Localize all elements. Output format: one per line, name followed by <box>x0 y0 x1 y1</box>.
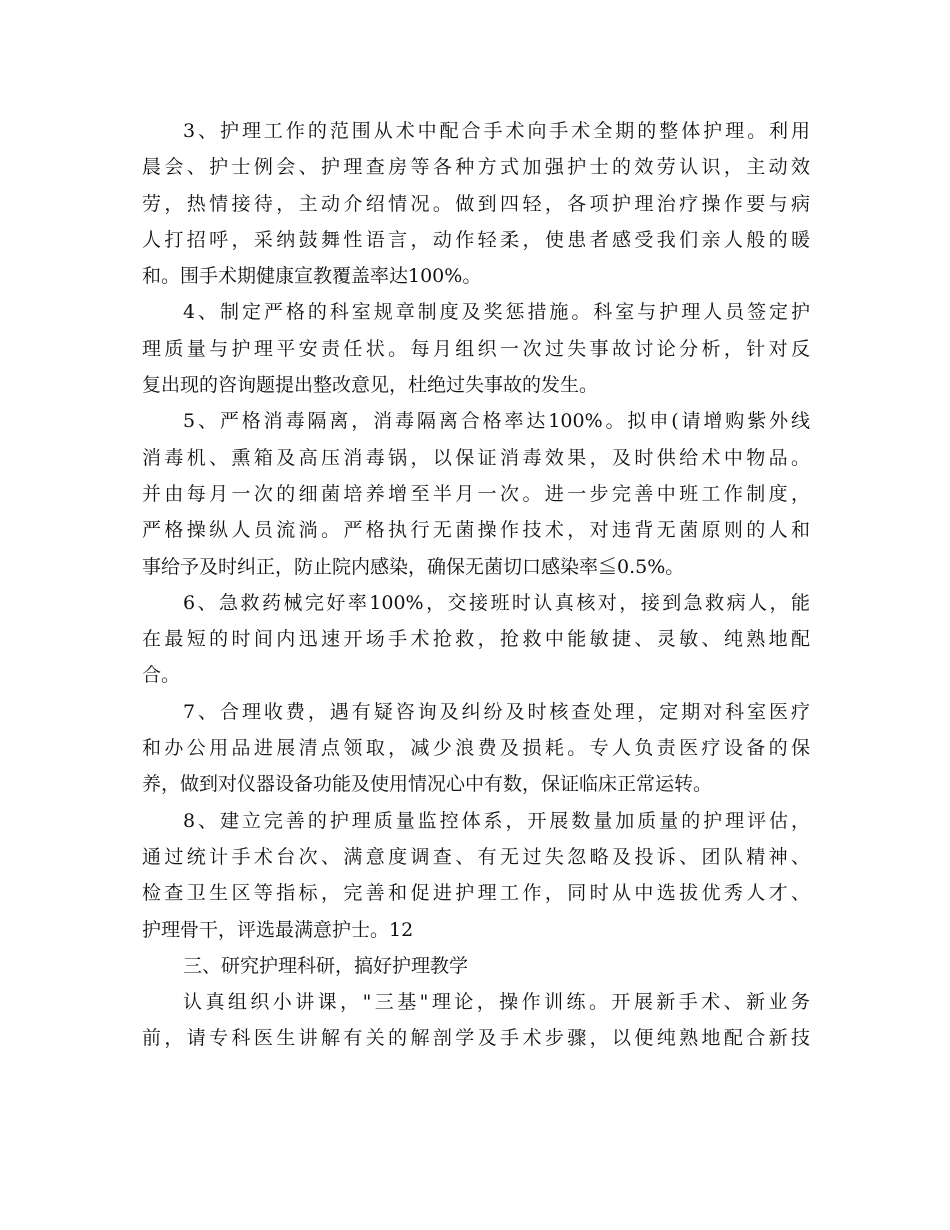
text-line: 和。围手术期健康宣教覆盖率达100%。 <box>142 265 482 288</box>
text-line: 检查卫生区等指标，完善和促进护理工作，同时从中选拔优秀人才、 <box>142 882 810 905</box>
text-line: 三、研究护理科研，搞好护理教学 <box>183 954 469 977</box>
text-line: 养，做到对仪器设备功能及使用情况心中有数，保证临床正常运转。 <box>142 773 713 796</box>
text-line: 并由每月一次的细菌培养增至半月一次。进一步完善中班工作制度， <box>142 482 810 505</box>
text-line: 劳，热情接待，主动介绍情况。做到四轻，各项护理治疗操作要与病 <box>142 192 810 215</box>
text-line: 在最短的时间内迅速开场手术抢救，抢救中能敏捷、灵敏、纯熟地配 <box>142 628 810 651</box>
text-line: 和办公用品进展清点领取，减少浪费及损耗。专人负责医疗设备的保 <box>142 737 810 760</box>
text-line: 严格操纵人员流淌。严格执行无菌操作技术，对违背无菌原则的人和 <box>142 519 810 542</box>
text-line: 认真组织小讲课，"三基"理论，操作训练。开展新手术、新业务 <box>183 991 810 1014</box>
text-line: 理质量与护理平安责任状。每月组织一次过失事故讨论分析，针对反 <box>142 337 810 360</box>
text-line: 消毒机、熏箱及高压消毒锅，以保证消毒效果，及时供给术中物品。 <box>142 446 810 469</box>
document-body <box>142 113 810 1057</box>
text-line: 通过统计手术台次、满意度调查、有无过失忽略及投诉、团队精神、 <box>142 845 810 868</box>
text-line: 人打招呼，采纳鼓舞性语言，动作轻柔，使患者感受我们亲人般的暖 <box>142 228 810 251</box>
text-line: 事给予及时纠正，防止院内感染，确保无菌切口感染率≦0.5%。 <box>142 555 685 578</box>
text-line: 5、严格消毒隔离，消毒隔离合格率达100%。拟申(请增购紫外线 <box>183 410 810 433</box>
text-line: 护理骨干，评选最满意护士。12 <box>142 918 414 941</box>
text-line: 前，请专科医生讲解有关的解剖学及手术步骤，以便纯熟地配合新技 <box>142 1027 810 1050</box>
text-line: 7、合理收费，遇有疑咨询及纠纷及时核查处理，定期对科室医疗 <box>183 700 810 723</box>
text-line: 6、急救药械完好率100%，交接班时认真核对，接到急救病人，能 <box>183 591 810 614</box>
text-line: 合。 <box>142 664 181 687</box>
text-line: 复出现的咨询题提出整改意见，杜绝过失事故的发生。 <box>142 374 599 397</box>
text-line: 8、建立完善的护理质量监控体系，开展数量加质量的护理评估， <box>183 809 810 832</box>
text-line: 晨会、护士例会、护理查房等各种方式加强护士的效劳认识，主动效 <box>142 156 810 179</box>
text-line: 4、制定严格的科室规章制度及奖惩措施。科室与护理人员签定护 <box>183 301 810 324</box>
text-line: 3、护理工作的范围从术中配合手术向手术全期的整体护理。利用 <box>183 120 810 142</box>
